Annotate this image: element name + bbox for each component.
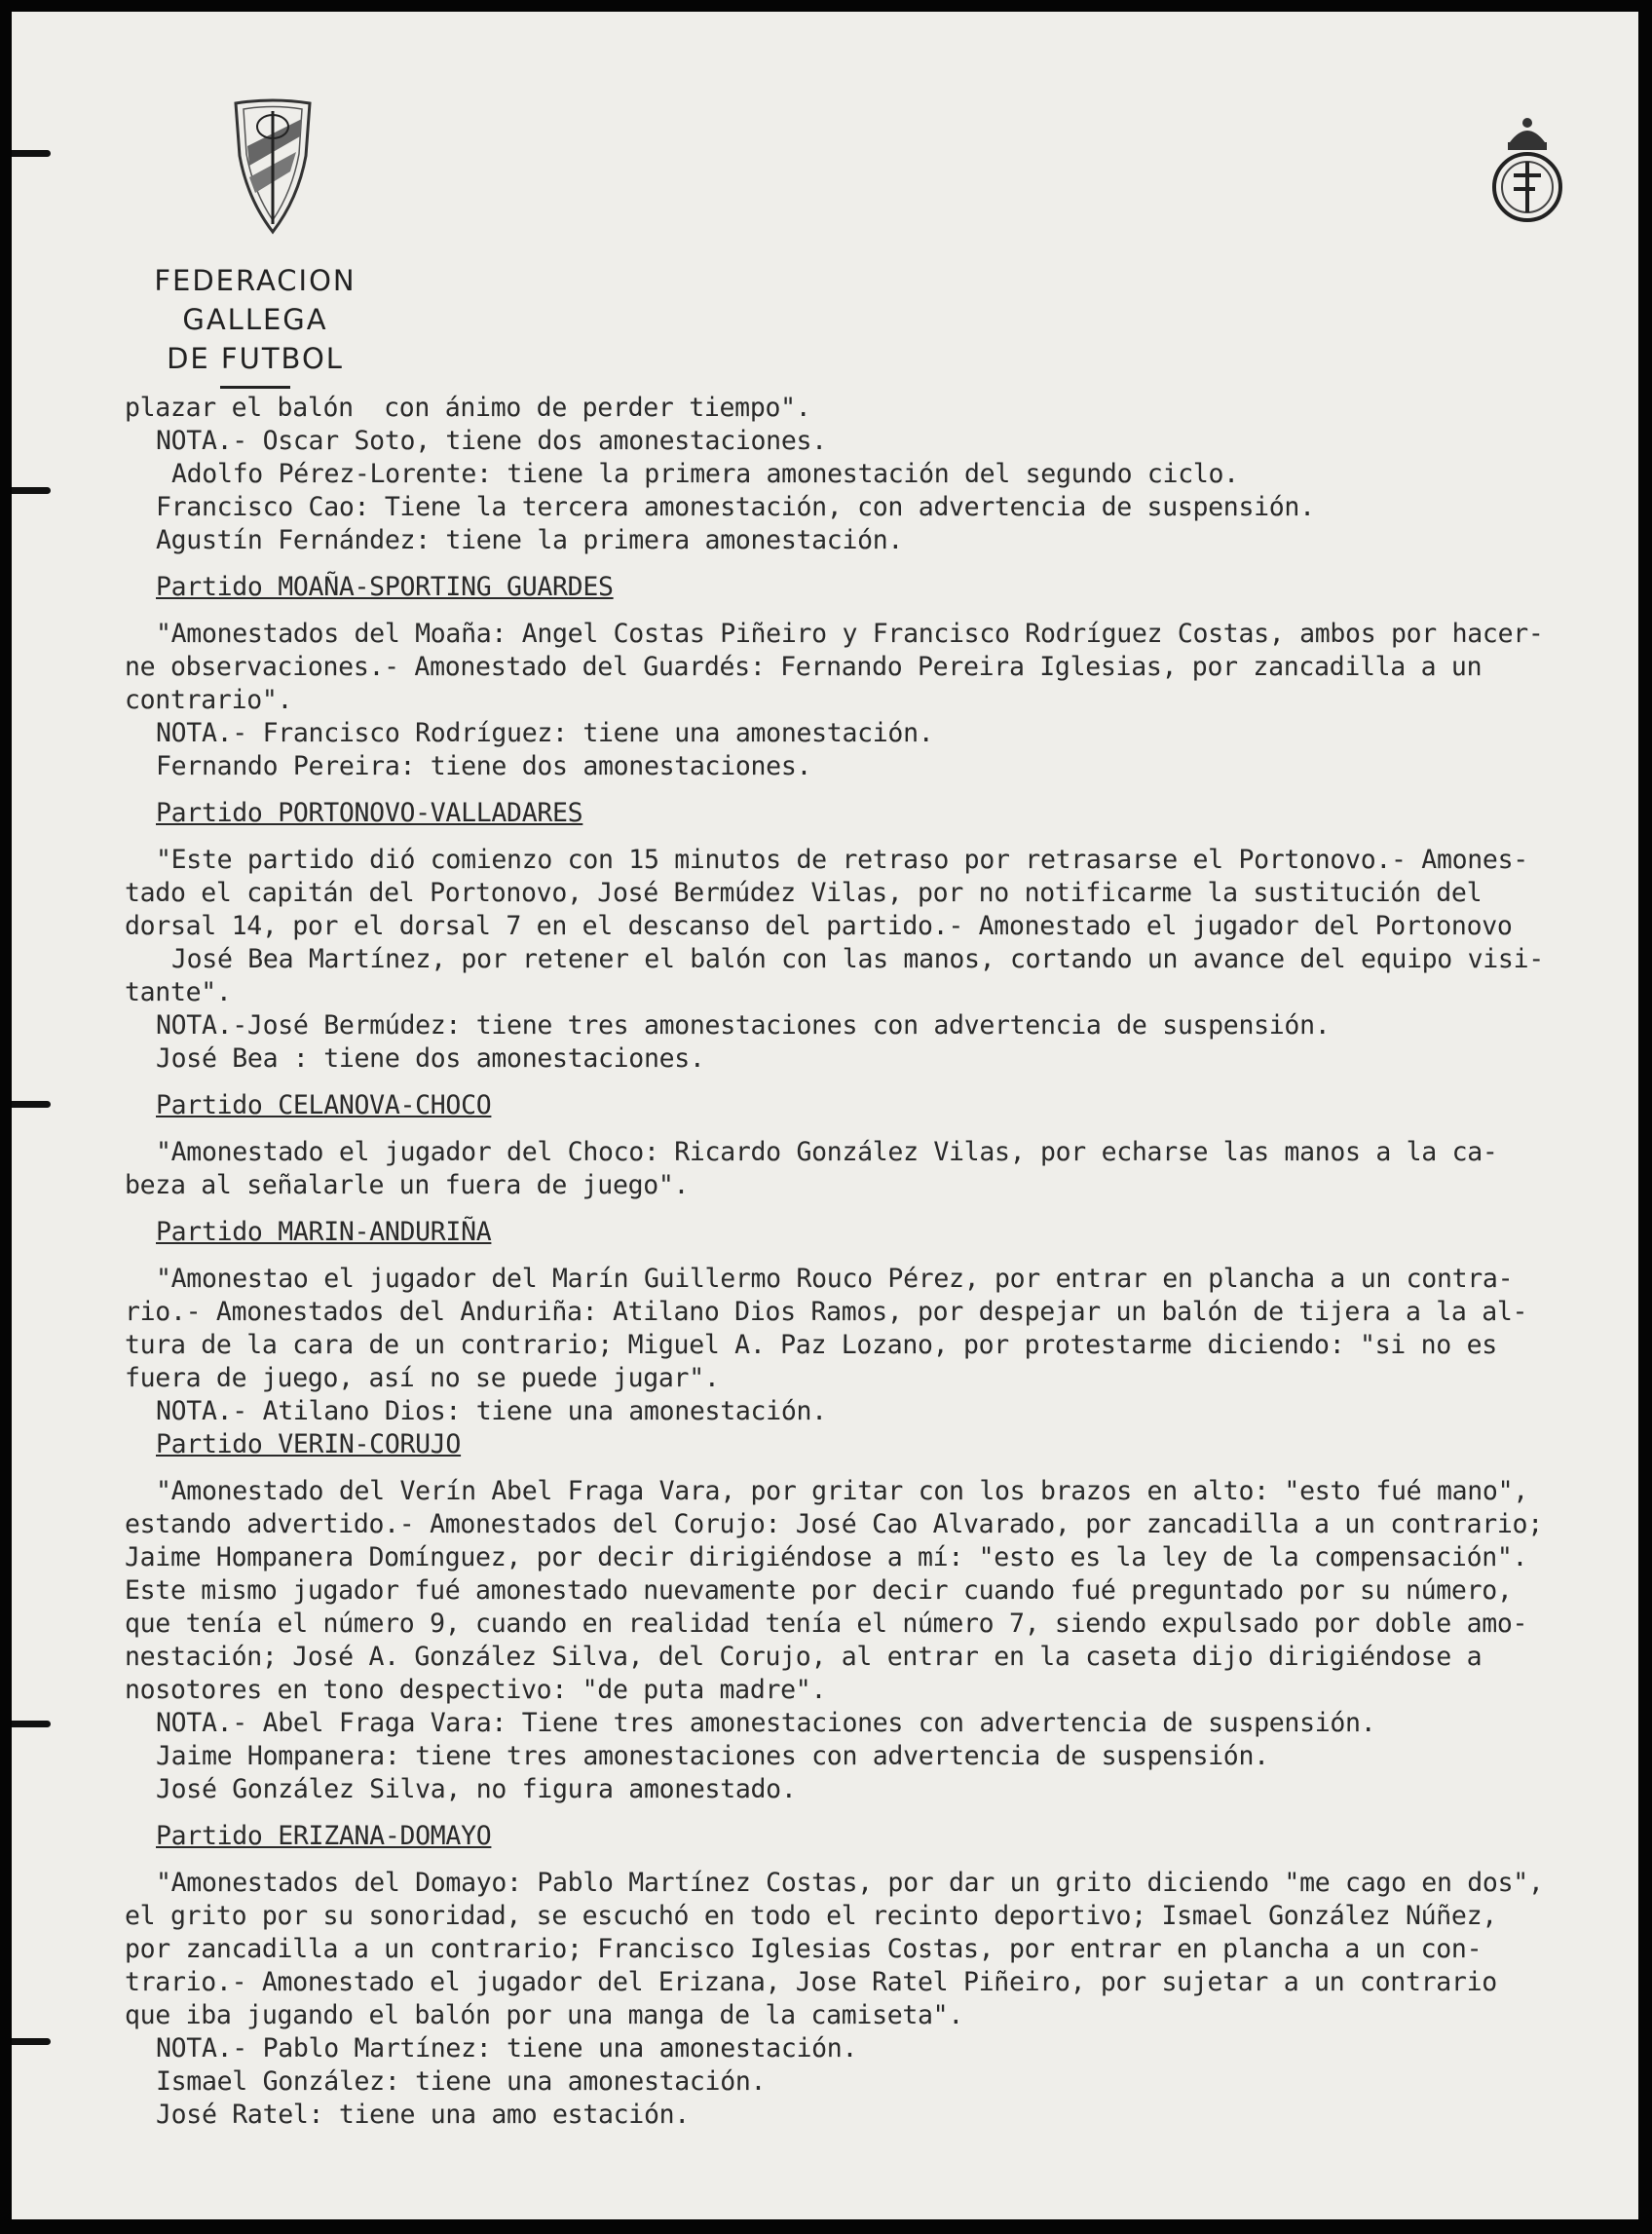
binder-hole <box>12 1721 51 1727</box>
spacer <box>125 783 1625 797</box>
text-line: NOTA.- Francisco Rodríguez: tiene una amonestación. <box>156 718 934 748</box>
spacer <box>125 830 1625 844</box>
binder-hole <box>12 487 51 494</box>
text-line: trario.- Amonestado el jugador del Erizana, Jose Ratel Piñeiro, por sujetar a un contrario <box>125 1967 1497 1997</box>
text-line: ne observaciones.- Amonestado del Guardés: Fernando Pereira Iglesias, por zancadilla a un <box>125 652 1483 682</box>
text-line: plazar el balón con ánimo de perder tiempo". <box>125 393 811 423</box>
text-line: Jaime Hompanera Domínguez, por decir dirigiéndose a mí: "esto es la ley de la compensación". <box>125 1542 1528 1572</box>
document-page <box>12 12 1638 2219</box>
text-line: Jaime Hompanera: tiene tres amonestaciones con advertencia de suspensión. <box>156 1741 1269 1771</box>
text-line: "Amonestados del Moaña: Angel Costas Piñeiro y Francisco Rodríguez Costas, ambos por hacer- <box>156 619 1544 649</box>
text-line: "Este partido dió comienzo con 15 minutos de retraso por retrasarse el Portonovo.- Amones- <box>156 845 1528 875</box>
text-line: por zancadilla a un contrario; Francisco Iglesias Costas, por entrar en plancha a un con- <box>125 1934 1483 1964</box>
binder-hole <box>12 1101 51 1108</box>
text-line: Adolfo Pérez-Lorente: tiene la primera amonestación del segundo ciclo. <box>171 459 1239 489</box>
binder-hole <box>12 150 51 157</box>
text-line: dorsal 14, por el dorsal 7 en el descanso del partido.- Amonestado el jugador del Portonovo <box>125 911 1513 941</box>
text-line: Ismael González: tiene una amonestación. <box>156 2066 767 2097</box>
binder-hole <box>12 2038 51 2045</box>
text-line: NOTA.- Oscar Soto, tiene dos amonestaciones. <box>156 426 827 456</box>
text-line: nestación; José A. González Silva, del Corujo, al entrar en la caseta dijo dirigiéndose a <box>125 1642 1483 1672</box>
text-line: contrario". <box>125 685 293 715</box>
text-line: NOTA.- Abel Fraga Vara: Tiene tres amonestaciones con advertencia de suspensión. <box>156 1708 1376 1738</box>
spacer <box>125 1806 1625 1820</box>
text-line: Este mismo jugador fué amonestado nuevamente por decir cuando fué preguntado por su número, <box>125 1575 1513 1606</box>
text-line: José González Silva, no figura amonestado. <box>156 1774 797 1804</box>
text-line: nosotores en tono despectivo: "de puta madre". <box>125 1675 827 1705</box>
text-line: Francisco Cao: Tiene la tercera amonestación, con advertencia de suspensión. <box>156 492 1315 522</box>
text-line: que tenía el número 9, cuando en realidad tenía el número 7, siendo expulsado por doble amo- <box>125 1609 1528 1639</box>
text-line: José Bea Martínez, por retener el balón con las manos, cortando un avance del equipo visi- <box>171 944 1544 974</box>
text-line: José Ratel: tiene una amo estación. <box>156 2100 690 2130</box>
spacer <box>125 1249 1625 1263</box>
text-line: estando advertido.- Amonestados del Corujo: José Cao Alvarado, por zancadilla a un contrario; <box>125 1509 1543 1539</box>
letterhead <box>80 261 431 389</box>
text-line: beza al señalarle un fuera de juego". <box>125 1170 690 1200</box>
text-line: "Amonestado del Verín Abel Fraga Vara, por gritar con los brazos en alto: "esto fué mano", <box>156 1476 1528 1506</box>
text-line: tura de la cara de un contrario; Miguel A. Paz Lozano, por protestarme diciendo: "si no es <box>125 1330 1497 1360</box>
spacer <box>125 1122 1625 1136</box>
match-heading: Partido VERIN-CORUJO <box>156 1429 462 1459</box>
match-heading: Partido CELANOVA-CHOCO <box>156 1090 492 1120</box>
match-heading: Partido ERIZANA-DOMAYO <box>156 1821 492 1851</box>
spacer <box>125 1076 1625 1089</box>
federation-shield-logo <box>230 97 316 236</box>
letterhead-line-1: FEDERACION GALLEGA <box>154 264 357 336</box>
text-line: "Amonestado el jugador del Choco: Ricardo González Vilas, por echarse las manos a la ca- <box>156 1137 1498 1167</box>
match-heading: Partido PORTONOVO-VALLADARES <box>156 798 583 828</box>
text-line: rio.- Amonestados del Anduriña: Atilano Dios Ramos, por despejar un balón de tijera a la al- <box>125 1297 1528 1327</box>
text-line: tante". <box>125 977 232 1007</box>
letterhead-rule <box>220 386 290 389</box>
royal-federation-crest-logo <box>1488 115 1566 230</box>
spacer <box>125 604 1625 618</box>
match-heading: Partido MOAÑA-SPORTING GUARDES <box>156 572 614 602</box>
document-body <box>125 392 1625 2132</box>
text-line: "Amonestados del Domayo: Pablo Martínez Costas, por dar un grito diciendo "me cago en dos", <box>156 1868 1544 1898</box>
text-line: Fernando Pereira: tiene dos amonestaciones. <box>156 751 812 781</box>
text-line: que iba jugando el balón por una manga de la camiseta". <box>125 2000 963 2030</box>
text-line: NOTA.- Pablo Martínez: tiene una amonestación. <box>156 2033 858 2064</box>
spacer <box>125 1853 1625 1867</box>
text-line: fuera de juego, así no se puede jugar". <box>125 1363 720 1393</box>
text-line: tado el capitán del Portonovo, José Bermúdez Vilas, por no notificarme la sustitución del <box>125 878 1483 908</box>
text-line: Agustín Fernández: tiene la primera amonestación. <box>156 525 904 555</box>
spacer <box>125 557 1625 571</box>
text-line: NOTA.-José Bermúdez: tiene tres amonestaciones con advertencia de suspensión. <box>156 1010 1331 1041</box>
text-line: "Amonestao el jugador del Marín Guillermo Rouco Pérez, por entrar en plancha a un contra- <box>156 1264 1514 1294</box>
match-heading: Partido MARIN-ANDURIÑA <box>156 1217 492 1247</box>
spacer <box>125 1461 1625 1475</box>
text-line: NOTA.- Atilano Dios: tiene una amonestación. <box>156 1396 827 1426</box>
text-line: el grito por su sonoridad, se escuchó en todo el recinto deportivo; Ismael González Núñez, <box>125 1901 1497 1931</box>
spacer <box>125 1202 1625 1216</box>
letterhead-line-2: DE FUTBOL <box>167 342 344 375</box>
text-line: José Bea : tiene dos amonestaciones. <box>156 1043 705 1074</box>
